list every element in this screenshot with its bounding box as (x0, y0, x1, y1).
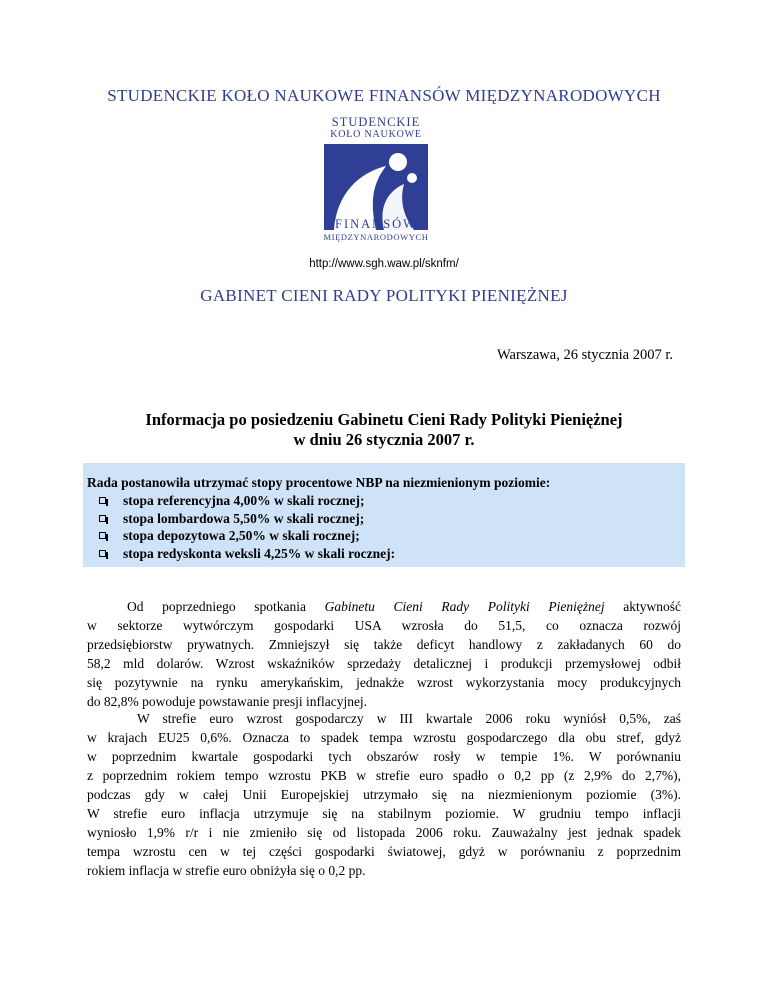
paragraph-line: W strefie euro inflacja utrzymuje się na stabilnym poziomie. W grudniu tempo inflacji (87, 806, 681, 821)
text-run: aktywność (604, 599, 681, 614)
document-title (0, 410, 768, 450)
logo-text-top-1: STUDENCKIE (331, 115, 421, 129)
paragraph-line: do 82,8% powoduje powstawanie presji inflacyjnej. (87, 694, 368, 709)
paragraph-line (87, 597, 681, 616)
website-link[interactable]: http://www.sgh.waw.pl/sknfm/ (309, 258, 459, 270)
checkbox-bullet-icon (99, 497, 106, 504)
paragraph-line: 58,2 mld dolarów. Wzrost wskaźników sprzedaży detalicznej i produkcji przemysłowej odbił (87, 656, 681, 671)
logo-text-top-2: KOŁO NAUKOWE (330, 129, 422, 140)
italic-text-run: Gabinetu Cieni Rady Polityki Pieniężnej (324, 599, 605, 614)
paragraph-usa (87, 597, 681, 711)
paragraph-line: podczas gdy w całej Unii Europejskiej utrzymało się na niezmienionym poziomie (3%). (87, 787, 681, 802)
checkbox-bullet-icon (99, 550, 106, 557)
paragraph-line: tempa wzrostu cen w tej części gospodarki światowej, gdyż w porównaniu z poprzednim (87, 844, 681, 859)
paragraph-eurozone (87, 709, 681, 880)
list-item (99, 493, 395, 511)
list-item-text: stopa lombardowa 5,50% w skali rocznej; (123, 510, 365, 526)
paragraph-line: wyniosło 1,9% r/r i nie zmieniło się od listopada 2006 roku. Zauważalny jest jednak spadek (87, 825, 681, 840)
list-item-text: stopa depozytowa 2,50% w skali rocznej; (123, 528, 360, 543)
list-item (99, 511, 395, 529)
decision-box (83, 463, 685, 567)
paragraph-line: z poprzednim rokiem tempo wzrostu PKB w strefie euro spadło o 0,2 pp (z 2,9% do 2,7%), (87, 768, 681, 783)
interest-rate-list (99, 493, 395, 563)
paragraph-line: w krajach EU25 0,6%. Oznacza to spadek tempa wzrostu gospodarczego dla obu stref, gdyż (87, 730, 681, 745)
paragraph-line: W strefie euro wzrost gospodarczy w III kwartale 2006 roku wyniósł 0,5%, zaś (137, 711, 681, 726)
organization-title: STUDENCKIE KOŁO NAUKOWE FINANSÓW MIĘDZYNARODOWYCH (107, 86, 661, 105)
text-run: Od poprzedniego spotkania (127, 599, 325, 614)
checkbox-bullet-icon (99, 532, 106, 539)
document-title-line-2: w dniu 26 stycznia 2007 r. (293, 430, 475, 449)
paragraph-line: w poprzednim kwartale gospodarki tych obszarów rosły w tempie 1%. W porównaniu (87, 749, 681, 764)
cabinet-title: GABINET CIENI RADY POLITYKI PIENIĘŻNEJ (200, 286, 568, 305)
paragraph-line: rokiem inflacja w strefie euro obniżyła się o 0,2 pp. (87, 863, 366, 878)
document-date: Warszawa, 26 stycznia 2007 r. (497, 347, 673, 363)
logo-text-bottom-1: FINANSÓW (335, 217, 417, 231)
logo-text-bottom-2: MIĘDZYNARODOWYCH (323, 232, 429, 242)
list-item-text: stopa referencyjna 4,00% w skali rocznej; (123, 493, 365, 508)
checkbox-bullet-icon (99, 515, 106, 522)
paragraph-line: przedsiębiorstw prywatnych. Zmniejszył się także deficyt handlowy z zakładanych 60 do (87, 637, 681, 652)
paragraph-line: się pozytywnie na rynku amerykańskim, jednakże wzrost wykorzystania mocy produkcyjnych (87, 675, 681, 690)
document-title-line-1: Informacja po posiedzeniu Gabinetu Cieni Rady Polityki Pieniężnej (145, 410, 623, 429)
decision-heading: Rada postanowiła utrzymać stopy procentowe NBP na niezmienionym poziomie: (87, 475, 551, 490)
paragraph-line: w sektorze wytwórczym gospodarki USA wzrosła do 51,5, co oznacza rozwój (87, 618, 681, 633)
organization-logo (316, 112, 436, 246)
list-item (99, 528, 395, 546)
list-item-text: stopa redyskonta weksli 4,25% w skali rocznej: (123, 545, 396, 561)
list-item (99, 546, 395, 564)
